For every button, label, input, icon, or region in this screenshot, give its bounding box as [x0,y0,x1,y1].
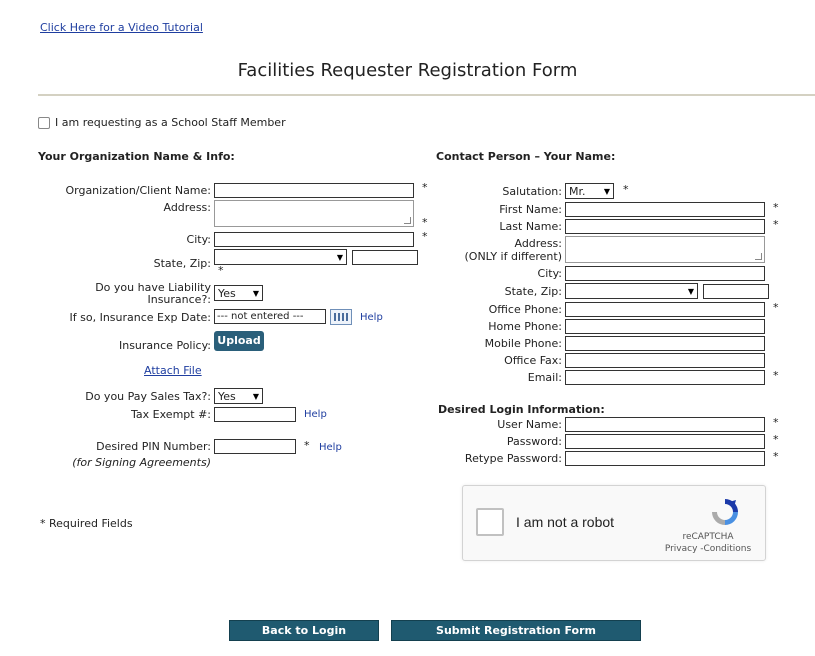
last-name-input[interactable] [565,219,765,234]
username-input[interactable] [565,417,765,432]
video-tutorial-link[interactable]: Click Here for a Video Tutorial [40,21,203,34]
title-divider [38,94,815,96]
recaptcha-logo-icon [709,496,741,528]
sales-tax-label: Do you Pay Sales Tax?: [85,390,211,403]
home-phone-input[interactable] [565,319,765,334]
liability-value: Yes [218,286,236,300]
attach-file-link[interactable]: Attach File [144,364,202,377]
contact-address-note: (ONLY if different) [464,250,562,263]
required-star: * [218,264,224,277]
contact-address-textarea[interactable] [565,236,765,263]
required-star: * [422,216,428,229]
org-city-label: City: [186,233,211,246]
password-label: Password: [506,435,562,448]
salutation-select[interactable] [565,183,614,199]
tax-exempt-label: Tax Exempt #: [131,408,211,421]
recaptcha-widget [462,485,766,561]
contact-city-label: City: [537,267,562,280]
chevron-down-icon: ▼ [687,286,694,296]
required-star: * [773,218,779,231]
chevron-down-icon: ▼ [336,252,343,262]
org-section-heading: Your Organization Name & Info: [38,150,235,163]
page-title: Facilities Requester Registration Form [237,60,578,81]
staff-member-checkbox[interactable] [38,117,50,129]
chevron-down-icon: ▼ [252,288,259,298]
password-input[interactable] [565,434,765,449]
liability-label: Do you have Liability Insurance?: [95,281,211,306]
pin-label: Desired PIN Number: [96,440,211,453]
recaptcha-terms[interactable]: Privacy -Conditions [664,544,752,554]
contact-city-input[interactable] [565,266,765,281]
mobile-phone-input[interactable] [565,336,765,351]
salutation-label: Salutation: [502,185,562,198]
required-star: * [304,439,310,452]
contact-zip-input[interactable] [703,284,769,299]
office-fax-label: Office Fax: [504,354,562,367]
required-star: * [623,183,629,196]
retype-password-label: Retype Password: [464,452,562,465]
back-to-login-button[interactable]: Back to Login [229,620,379,641]
ins-date-label: If so, Insurance Exp Date: [69,311,211,324]
recaptcha-brand: reCAPTCHA [682,532,734,542]
login-section-heading: Desired Login Information: [438,403,605,416]
org-state-select[interactable] [214,249,347,265]
insurance-policy-label: Insurance Policy: [118,339,211,352]
office-phone-label: Office Phone: [488,303,562,316]
first-name-label: First Name: [499,203,562,216]
staff-member-label: I am requesting as a School Staff Member [55,116,286,129]
required-star: * [422,181,428,194]
upload-button[interactable]: Upload [214,331,264,351]
submit-registration-button[interactable]: Submit Registration Form [391,620,641,641]
liability-select[interactable] [214,285,263,301]
ins-date-help-link[interactable]: Help [360,312,383,323]
required-star: * [422,230,428,243]
contact-state-zip-label: State, Zip: [504,285,562,298]
org-state-zip-label: State, Zip: [153,257,211,270]
recaptcha-label: I am not a robot [516,514,615,530]
contact-state-select[interactable] [565,283,698,299]
org-name-input[interactable] [214,183,414,198]
chevron-down-icon: ▼ [252,391,259,401]
office-phone-input[interactable] [565,302,765,317]
required-fields-note: * Required Fields [40,517,133,530]
required-star: * [773,433,779,446]
org-city-input[interactable] [214,232,414,247]
tax-exempt-input[interactable] [214,407,296,422]
mobile-phone-label: Mobile Phone: [484,337,562,350]
required-star: * [773,416,779,429]
calendar-icon[interactable] [330,309,352,325]
recaptcha-checkbox[interactable] [476,508,504,536]
ins-date-input[interactable]: --- not entered --- [214,309,326,324]
email-input[interactable] [565,370,765,385]
retype-password-input[interactable] [565,451,765,466]
org-name-label: Organization/Client Name: [65,184,211,197]
org-address-label: Address: [163,201,211,214]
sales-tax-select[interactable] [214,388,263,404]
home-phone-label: Home Phone: [488,320,562,333]
office-fax-input[interactable] [565,353,765,368]
required-star: * [773,369,779,382]
pin-note: (for Signing Agreements) [72,456,211,469]
salutation-value: Mr. [569,184,586,198]
required-star: * [773,201,779,214]
contact-address-label: Address: [514,237,562,250]
pin-input[interactable] [214,439,296,454]
required-star: * [773,301,779,314]
first-name-input[interactable] [565,202,765,217]
contact-section-heading: Contact Person – Your Name: [436,150,616,163]
org-address-textarea[interactable] [214,200,414,227]
sales-tax-value: Yes [218,389,236,403]
org-zip-input[interactable] [352,250,418,265]
tax-exempt-help-link[interactable]: Help [304,409,327,420]
required-star: * [773,450,779,463]
username-label: User Name: [497,418,562,431]
last-name-label: Last Name: [499,220,562,233]
staff-member-row [38,116,286,129]
chevron-down-icon: ▼ [603,186,610,196]
pin-help-link[interactable]: Help [319,442,342,453]
email-label: Email: [527,371,562,384]
